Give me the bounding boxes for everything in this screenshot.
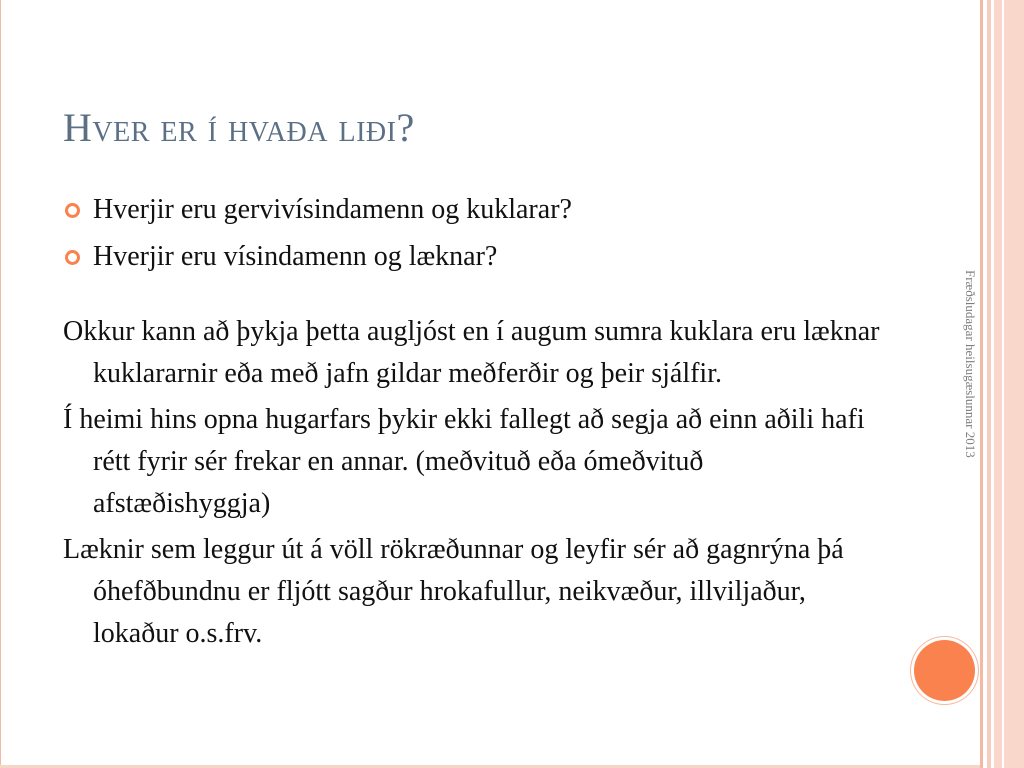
vertical-footer-text: Fræðsludagar heilsugæslunnar 2013 (963, 270, 978, 458)
bullet-text: Hverjir eru vísindamenn og læknar? (93, 241, 498, 272)
body-paragraphs (63, 311, 883, 659)
paragraph: Í heimi hins opna hugarfars þykir ekki fallegt að segja að einn aðili hafi rétt fyrir sér frekar en annar. (meðvituð eða ómeðvituð afstæðishyggja) (63, 404, 865, 519)
slide-title: Hver er í hvaða liði? (63, 105, 415, 150)
bullet-item (63, 233, 572, 280)
paragraph: Læknir sem leggur út á völl rökræðunnar og leyfir sér að gagnrýna þá óhefðbundnu er fljótt sagður hrokafullur, neikvæður, illviljaður, lokaður o.s.frv. (63, 534, 844, 649)
frame-left-line (0, 0, 1, 768)
decorative-circle (914, 640, 975, 701)
bullet-list (63, 186, 572, 280)
bullet-item (63, 186, 572, 233)
bullet-circle-icon (65, 203, 80, 218)
bullet-circle-icon (65, 250, 80, 265)
paragraph: Okkur kann að þykja þetta augljóst en í augum sumra kuklara eru læknar kuklararnir eða með jafn gildar meðferðir og þeir sjálfir. (63, 316, 880, 389)
decorative-stripes (980, 0, 1024, 768)
bullet-text: Hverjir eru gervivísindamenn og kuklarar? (93, 194, 572, 225)
